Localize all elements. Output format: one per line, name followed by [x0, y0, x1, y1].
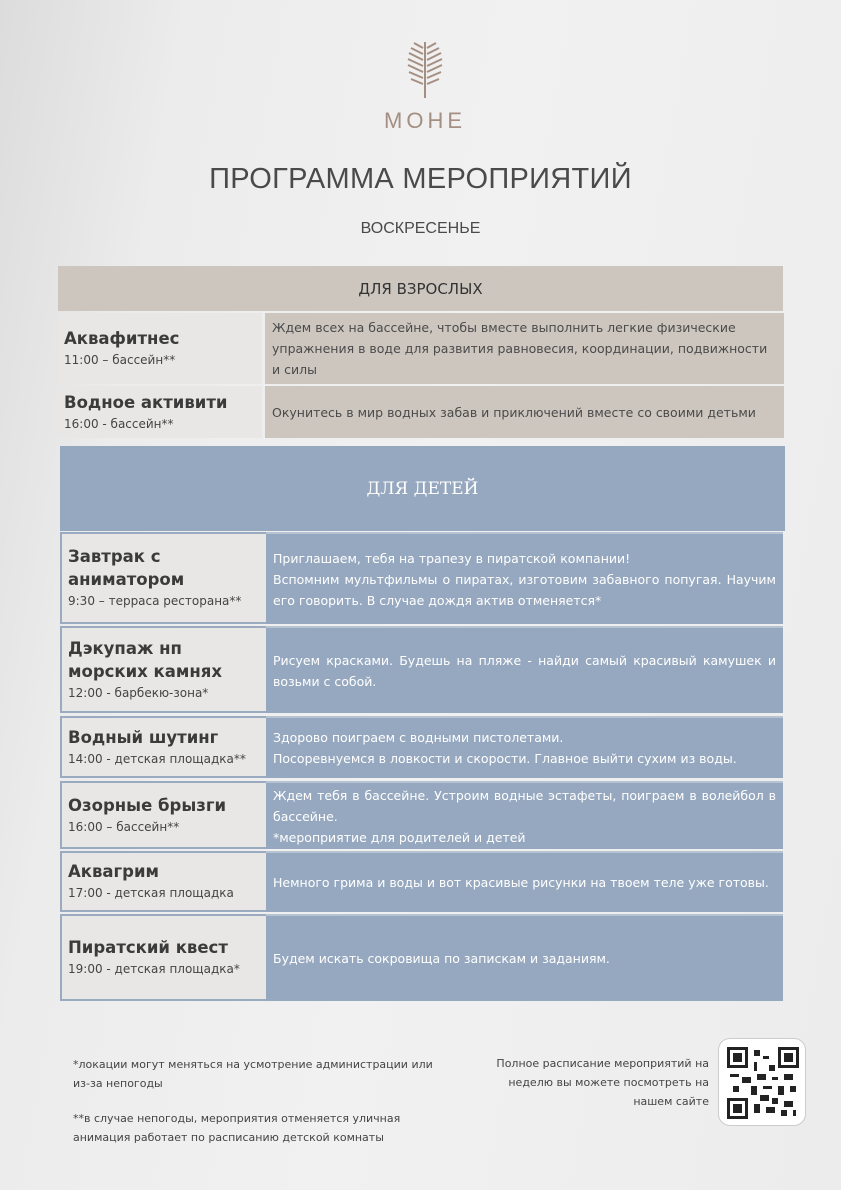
day-label: ВОСКРЕСЕНЬЕ — [360, 220, 481, 237]
event-time: 14:00 - детская площадка** — [68, 751, 246, 766]
footnote-1: *локации могут меняться на усмотрение администрации или из-за непогоды — [73, 1058, 433, 1090]
logo — [380, 40, 470, 134]
event-desc-line: Вспомним мультфильмы о пиратах, изготовим забавного попугая. Научим его говорить. В случае дождя актив отменяется* — [273, 571, 776, 608]
qr-code[interactable] — [718, 1038, 806, 1126]
event-name: Аквафитнес — [64, 329, 180, 348]
event-desc — [266, 626, 783, 713]
event-name: Водное активити — [64, 392, 228, 412]
event-desc — [266, 781, 783, 849]
kid-row — [60, 532, 783, 624]
event-time: 19:00 - детская площадка* — [68, 962, 240, 976]
event-name: Озорные брызги — [68, 795, 227, 815]
event-desc — [266, 532, 783, 624]
event-desc: Окунитесь в мир водных забав и приключений вместе со своими детьми — [265, 386, 784, 438]
adult-row — [58, 313, 784, 384]
adults-header: ДЛЯ ВЗРОСЛЫХ — [58, 266, 783, 311]
event-time: 12:00 - барбекю-зона* — [68, 685, 209, 700]
event-desc — [266, 716, 783, 778]
event-desc — [266, 851, 783, 912]
kid-row — [60, 914, 783, 1001]
event-name: Дэкупаж нп морских камнях — [68, 638, 223, 681]
kids-header: ДЛЯ ДЕТЕЙ — [60, 446, 785, 531]
event-time: 16:00 - бассейн** — [64, 416, 174, 431]
event-desc-line: Будем искать сокровища по запискам и заданиям. — [273, 951, 610, 966]
event-desc-line: *мероприятие для родителей и детей — [273, 829, 526, 845]
event-desc — [266, 914, 783, 1001]
event-desc-line: Приглашаем, тебя на трапезу в пиратской компании! — [273, 550, 631, 566]
event-name: Водный шутинг — [68, 727, 219, 747]
event-desc: Ждем всех на бассейне, чтобы вместе выполнить легкие физические упражнения в воде для развития равновесия, координации, подвижности и силы — [265, 313, 784, 384]
event-time: 9:30 – терраса ресторана** — [68, 594, 242, 608]
kid-row — [60, 851, 783, 912]
page-title: ПРОГРАММА МЕРОПРИЯТИЙ — [209, 163, 632, 195]
event-time: 17:00 - детская площадка — [68, 886, 234, 900]
kid-row — [60, 716, 783, 778]
event-name: Завтрак с аниматором — [68, 547, 185, 589]
brand-name: МОНЕ — [384, 108, 466, 133]
event-desc-line: Ждем тебя в бассейне. Устроим водные эстафеты, поиграем в волейбол в бассейне. — [273, 787, 776, 824]
qr-code-icon — [727, 1047, 799, 1119]
palm-leaf-icon — [403, 40, 447, 100]
event-desc-line: Рисуем красками. Будешь на пляже - найди самый красивый камушек и возьми с собой. — [273, 652, 776, 689]
kid-row — [60, 781, 783, 849]
event-desc-line: Здорово поиграем с водными пистолетами. — [273, 730, 564, 745]
site-note: Полное расписание мероприятий на неделю вы можете посмотреть на нашем сайте — [496, 1057, 709, 1108]
event-name: Аквагрим — [68, 862, 160, 881]
event-time: 11:00 – бассейн** — [64, 353, 176, 367]
kid-row — [60, 626, 783, 713]
adult-row — [58, 386, 784, 438]
event-time: 16:00 – бассейн** — [68, 819, 180, 834]
footnote-2: **в случае непогоды, мероприятия отменяется уличная анимация работает по расписанию детской комнаты — [73, 1112, 401, 1144]
event-name: Пиратский квест — [68, 938, 228, 957]
event-desc-line: Посоревнуемся в ловкости и скорости. Главное выйти сухим из воды. — [273, 751, 737, 766]
event-desc-line: Немного грима и воды и вот красивые рисунки на твоем теле уже готовы. — [273, 875, 769, 890]
